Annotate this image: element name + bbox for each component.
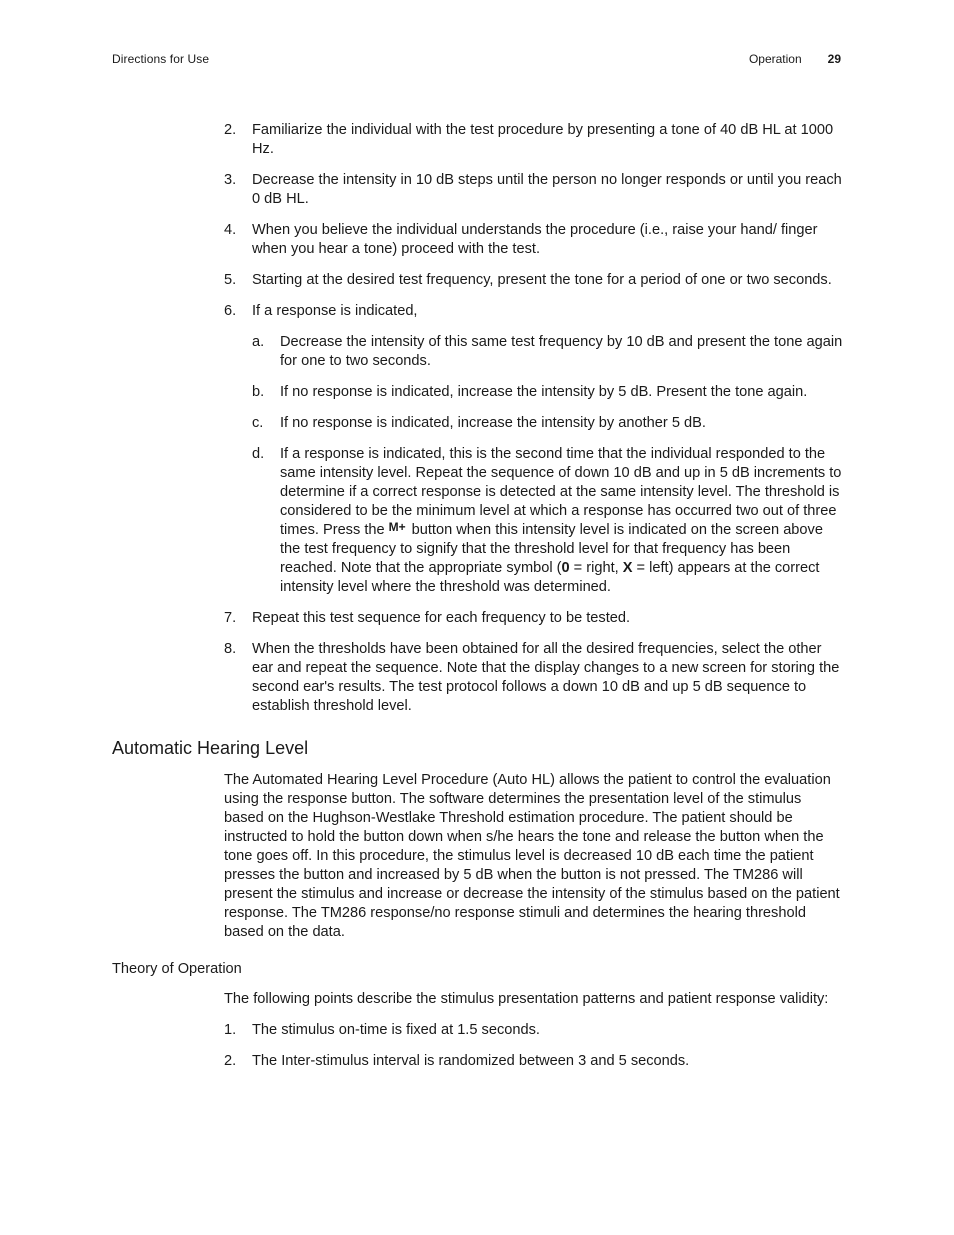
- list-item-step-8: [0, 640, 954, 716]
- substep-d-text-part4: = left) appears at the correct intensity level where the threshold was determined.: [280, 560, 820, 595]
- step-number: 5.: [224, 272, 237, 288]
- point-text: The Inter-stimulus interval is randomized between 3 and 5 seconds.: [252, 1053, 690, 1069]
- step-number: 7.: [224, 610, 237, 626]
- substep-d-text-part3: = right,: [569, 560, 623, 576]
- memory-plus-button-symbol: M+: [388, 520, 406, 534]
- substep-letter: d.: [252, 446, 265, 462]
- point-text: The stimulus on-time is fixed at 1.5 seconds.: [252, 1022, 540, 1038]
- substep-d-text-part1: If a response is indicated, this is the second time that the individual responded to the same intensity level. Repeat the sequence of down 10 dB and up in 5 dB increments to determine if a correct response is detected at the same intensity level. The threshold is considered to be the minimum level at which a response has occurred two out of three times. Press the: [280, 446, 842, 538]
- list-item-step-5: [0, 271, 954, 290]
- list-item-step-3: [0, 171, 954, 209]
- step-text: Repeat this test sequence for each frequency to be tested.: [252, 610, 631, 626]
- step-number: 6.: [224, 303, 237, 319]
- substep-text: Decrease the intensity of this same test frequency by 10 dB and present the tone again for one to two seconds.: [280, 334, 843, 369]
- list-item-step-7: [0, 609, 954, 628]
- theory-intro-paragraph: The following points describe the stimulus presentation patterns and patient response validity:: [224, 991, 829, 1007]
- right-ear-symbol: 0: [561, 560, 570, 576]
- step-number: 3.: [224, 172, 237, 188]
- substep-text: [280, 445, 844, 597]
- substep-d-text-part2: button when this intensity level is indicated on the screen above the test frequency to signify that the threshold level for that frequency has been reached. Note that the appropriate symbol (: [280, 522, 823, 576]
- substep-letter: a.: [252, 334, 265, 350]
- substep-text: If no response is indicated, increase the intensity by 5 dB. Present the tone again.: [280, 384, 808, 400]
- list-item-substep-c: [0, 414, 954, 433]
- step-text: Decrease the intensity in 10 dB steps until the person no longer responds or until you reach 0 dB HL.: [252, 172, 842, 207]
- step-text: Starting at the desired test frequency, present the tone for a period of one or two seconds.: [252, 272, 832, 288]
- step-number: 4.: [224, 222, 237, 238]
- step-text: If a response is indicated,: [252, 303, 418, 319]
- list-item-theory-2: [0, 1052, 954, 1071]
- list-item-step-2: [0, 121, 954, 159]
- step-text: Familiarize the individual with the test procedure by presenting a tone of 40 dB HL at 1000 Hz.: [252, 122, 834, 157]
- page-body: [0, 121, 954, 1071]
- subsection-heading-theory-of-operation: Theory of Operation: [112, 961, 242, 977]
- substep-letter: c.: [252, 415, 264, 431]
- left-ear-symbol: X: [622, 560, 633, 576]
- list-item-substep-d: [0, 445, 954, 597]
- section-heading-automatic-hearing-level: Automatic Hearing Level: [112, 738, 309, 758]
- point-number: 1.: [224, 1022, 237, 1038]
- step-number: 2.: [224, 122, 237, 138]
- list-item-substep-b: [0, 383, 954, 402]
- section-name: Operation: [748, 52, 802, 66]
- point-number: 2.: [224, 1053, 237, 1069]
- running-header-section: [749, 52, 841, 66]
- list-item-step-6: [0, 302, 954, 321]
- step-text: When you believe the individual understands the procedure (i.e., raise your hand/ finger when you hear a tone) proceed with the test.: [252, 222, 818, 257]
- list-item-substep-a: [0, 333, 954, 371]
- step-number: 8.: [224, 641, 237, 657]
- substep-letter: b.: [252, 384, 265, 400]
- page-number: 29: [827, 52, 841, 66]
- list-item-step-4: [0, 221, 954, 259]
- auto-hl-paragraph: The Automated Hearing Level Procedure (Auto HL) allows the patient to control the evaluation using the response button. The software determines the presentation level of the stimulus based on the Hughson-Westlake Threshold estimation procedure. The patient should be instructed to hold the button down when s/he hears the tone and release the button when the tone goes off. In this procedure, the stimulus level is decreased 10 dB each time the patient presses the button and increased by 5 dB when the button is not pressed. The TM286 will present the stimulus and increase or decrease the intensity of the stimulus based on the patient response. The TM286 response/no response stimuli and determines the hearing threshold based on the data.: [224, 772, 840, 940]
- substep-text: If no response is indicated, increase the intensity by another 5 dB.: [280, 415, 706, 431]
- list-item-theory-1: [0, 1021, 954, 1040]
- step-text: When the thresholds have been obtained for all the desired frequencies, select the other ear and repeat the sequence. Note that the display changes to a new screen for storing the second ear's results. The test protocol follows a down 10 dB and up 5 dB sequence to establish threshold level.: [252, 641, 840, 714]
- running-header-title: Directions for Use: [112, 52, 210, 66]
